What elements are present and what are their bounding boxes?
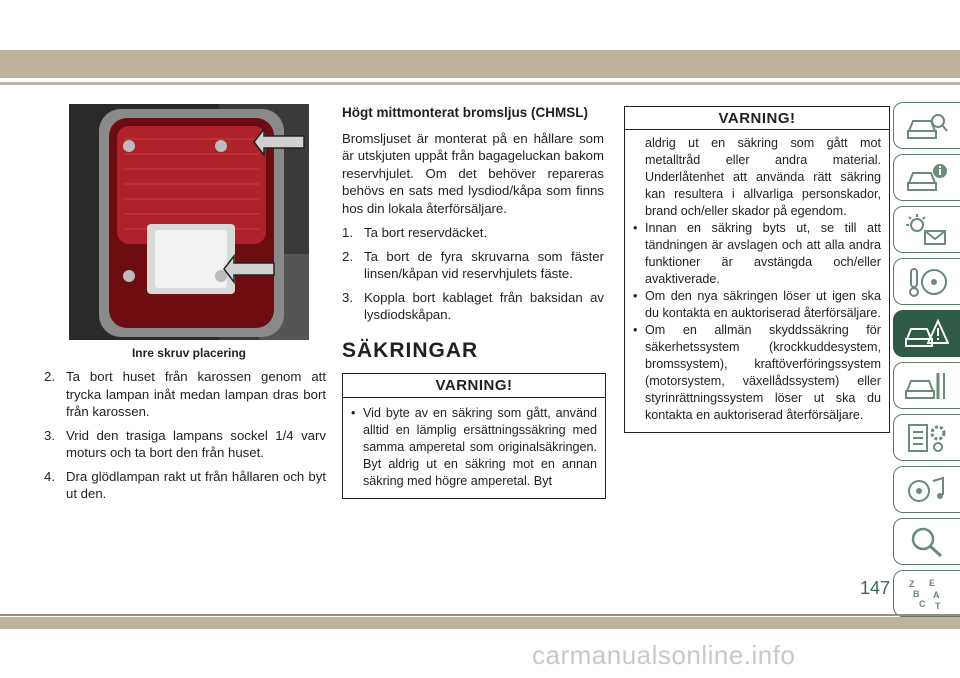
svg-text:Z: Z (909, 578, 915, 589)
svg-text:T: T (935, 600, 941, 611)
tab-car-warning[interactable] (893, 310, 960, 357)
tab-warning-lights[interactable] (893, 206, 960, 253)
svg-text:B: B (913, 588, 920, 599)
step-text: Koppla bort kablaget från baksidan av lysdiodskåpan. (364, 289, 604, 322)
warning-bullet-text: Innan en säkring byts ut, se till att tändningen är avslagen och att alla andra funktioner är avstängda och/eller avaktiverade. (645, 221, 881, 286)
step-item (342, 289, 604, 324)
specifications-gear-icon (905, 421, 949, 455)
steering-controls-icon (905, 265, 949, 299)
step-item (44, 427, 326, 462)
step-number: 1. (342, 225, 353, 240)
tab-car-magnifier[interactable] (893, 102, 960, 149)
step-number: 3. (44, 427, 55, 443)
car-warning-icon (905, 317, 949, 351)
step-number: 3. (342, 289, 353, 305)
step-item (342, 248, 604, 283)
chmsl-heading: Högt mittmonterat bromsljus (CHMSL) (342, 105, 588, 120)
content-column-2 (342, 104, 604, 499)
tab-multimedia[interactable] (893, 466, 960, 513)
warning-bullet (351, 405, 597, 490)
alphabet-index-icon (905, 577, 949, 611)
warning-box-1 (342, 373, 606, 499)
warning-box-2 (624, 106, 890, 433)
step-item (44, 368, 326, 421)
step-text: Ta bort de fyra skruvarna som fäster linsen/kåpan vid reservhjulets fäste. (364, 248, 604, 281)
bullet-icon: • (351, 405, 356, 420)
step-text: Vrid den trasiga lampans sockel 1/4 varv moturs och ta bort den från huset. (66, 427, 326, 460)
footer-band (0, 617, 960, 629)
tail-lamp-photo (69, 104, 309, 340)
car-magnifier-icon (905, 109, 949, 143)
warning-bullet-text: Om den nya säkringen löser ut igen ska du kontakta en auktoriserad återförsäljare. (645, 289, 881, 320)
step-item (342, 224, 604, 242)
step-item (44, 468, 326, 503)
step-number: 2. (342, 248, 353, 264)
warning-bullet (633, 288, 881, 322)
car-wrench-icon (905, 369, 949, 403)
section-title-fuses: SÄKRINGAR (342, 338, 479, 362)
page-number: 147 (859, 578, 890, 598)
chmsl-intro: Bromsljuset är monterat på en hållare som är utskjuten uppåt från bagageluckan bakom reservhjulet. Om det behöver repareras behövs en sats med lysdiod/kåpa som finns hos din lokala återförsäljare. (342, 130, 604, 216)
multimedia-music-icon (905, 473, 949, 507)
warning-bullet (633, 220, 881, 288)
step-text: Ta bort reservdäcket. (364, 225, 488, 240)
svg-text:E: E (929, 577, 936, 588)
bullet-icon: • (633, 323, 638, 337)
tab-specifications[interactable] (893, 414, 960, 461)
header-band (0, 50, 960, 78)
steps-column-1 (44, 368, 326, 509)
warning-continuation: aldrig ut en säkring som gått mot metalltråd eller andra material. Underlåtenhet att använda rätt säkring kan resultera i allvarliga personskador, brand och/eller skador på egendom. (645, 136, 881, 218)
tab-car-wrench[interactable] (893, 362, 960, 409)
footer-rule (0, 614, 960, 616)
tab-car-info[interactable] (893, 154, 960, 201)
warning-bullet-text: Om en allmän skyddssäkring för säkerhetssystem (krockkuddesystem, bromssystem), kraftöverföringssystem (motorsystem, växellådssystem) eller styrinrättningssystem löser ut ska du kontakta en auktoriserad återförsäljare. (645, 323, 881, 422)
bullet-icon: • (633, 289, 638, 303)
svg-text:C: C (919, 598, 926, 609)
step-text: Ta bort huset från karossen genom att trycka lampan inåt medan lampan dras bort från karossen. (66, 369, 326, 419)
bullet-icon: • (633, 221, 638, 235)
tab-alphabet-index[interactable] (893, 570, 960, 617)
figure-caption: Inre skruv placering (131, 346, 247, 360)
step-number: 2. (44, 369, 55, 384)
step-number: 4. (44, 468, 55, 484)
warning-lights-icon (905, 213, 949, 247)
step-text: Dra glödlampan rakt ut från hållaren och byt ut den. (66, 468, 326, 501)
watermark-text: carmanualsonline.info (532, 640, 796, 670)
warning-bullet-text: Vid byte av en säkring som gått, använd alltid en lämplig ersättningssäkring med samma amperetal som originalsäkringen. Byt aldrig ut en säkring mot en annan säkring med högre amperetal. Byt (363, 405, 597, 488)
header-rule (0, 82, 960, 85)
warning-title: VARNING! (625, 107, 889, 130)
tab-search[interactable] (893, 518, 960, 565)
search-icon (905, 525, 949, 559)
car-info-icon (905, 161, 949, 195)
warning-title: VARNING! (343, 374, 605, 398)
warning-bullet (633, 322, 881, 424)
svg-text:A: A (933, 589, 940, 600)
chapter-tabs (893, 102, 960, 622)
tab-steering-controls[interactable] (893, 258, 960, 305)
